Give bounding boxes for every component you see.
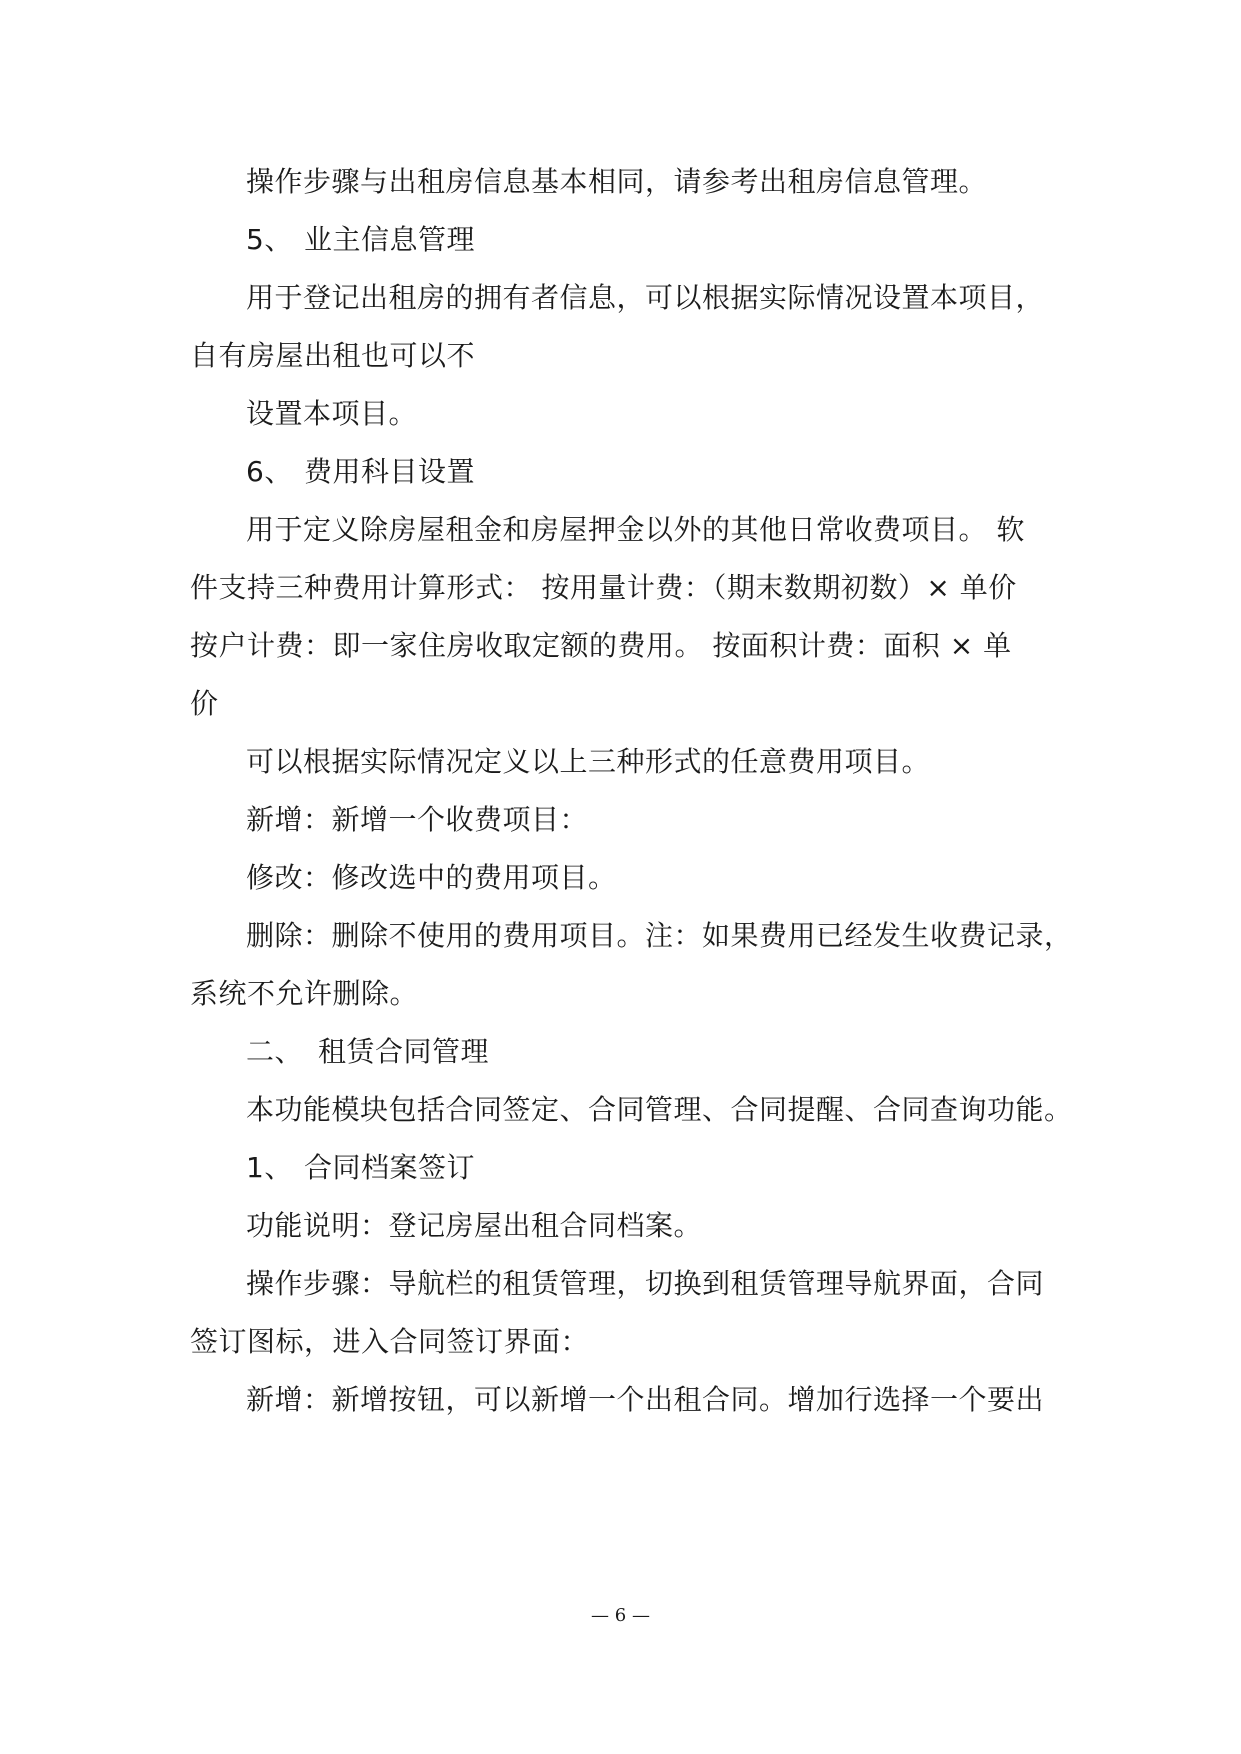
section-heading-5 xyxy=(246,222,475,258)
section-heading-6 xyxy=(246,454,475,490)
chapter-heading-2 xyxy=(246,1034,489,1070)
paragraph-line: 修改：修改选中的费用项目。 xyxy=(246,861,617,894)
section-title: 费用科目设置 xyxy=(304,455,476,488)
paragraph-line: 操作步骤与出租房信息基本相同，请参考出租房信息管理。 xyxy=(246,165,988,198)
paragraph-line: 新增：新增按钮，可以新增一个出租合同。增加行选择一个要出 xyxy=(246,1383,1045,1416)
section-title: 业主信息管理 xyxy=(304,223,476,256)
paragraph-line: 件支持三种费用计算形式： 按用量计费：（期末数期初数）× 单价 xyxy=(190,571,1017,604)
paragraph-line: 设置本项目。 xyxy=(246,397,418,430)
paragraph-line: 用于登记出租房的拥有者信息，可以根据实际情况设置本项目， xyxy=(246,281,1045,314)
section-number: 5、 xyxy=(246,223,293,256)
section-number: 1、 xyxy=(246,1151,293,1184)
paragraph-line: 价 xyxy=(190,687,219,720)
paragraph-line: 按户计费：即一家住房收取定额的费用。 按面积计费：面积 × 单 xyxy=(190,629,1012,662)
section-number: 6、 xyxy=(246,455,293,488)
page-number: — 6 — xyxy=(591,1605,650,1626)
paragraph-line: 本功能模块包括合同签定、合同管理、合同提醒、合同查询功能。 xyxy=(246,1093,1073,1126)
section-title: 合同档案签订 xyxy=(304,1151,476,1184)
paragraph-line: 新增：新增一个收费项目： xyxy=(246,803,589,836)
paragraph-line: 系统不允许删除。 xyxy=(190,977,419,1010)
paragraph-line: 可以根据实际情况定义以上三种形式的任意费用项目。 xyxy=(246,745,931,778)
paragraph-line: 删除：删除不使用的费用项目。注：如果费用已经发生收费记录， xyxy=(246,919,1073,952)
paragraph-line: 操作步骤：导航栏的租赁管理，切换到租赁管理导航界面，合同 xyxy=(246,1267,1045,1300)
paragraph-line: 签订图标，进入合同签订界面： xyxy=(190,1325,590,1358)
chapter-title: 租赁合同管理 xyxy=(318,1035,490,1068)
paragraph-line: 自有房屋出租也可以不 xyxy=(190,339,476,372)
paragraph-line: 用于定义除房屋租金和房屋押金以外的其他日常收费项目。 软 xyxy=(246,513,1025,546)
section-heading-1 xyxy=(246,1150,475,1186)
chapter-number: 二、 xyxy=(246,1035,304,1068)
paragraph-line: 功能说明：登记房屋出租合同档案。 xyxy=(246,1209,703,1242)
